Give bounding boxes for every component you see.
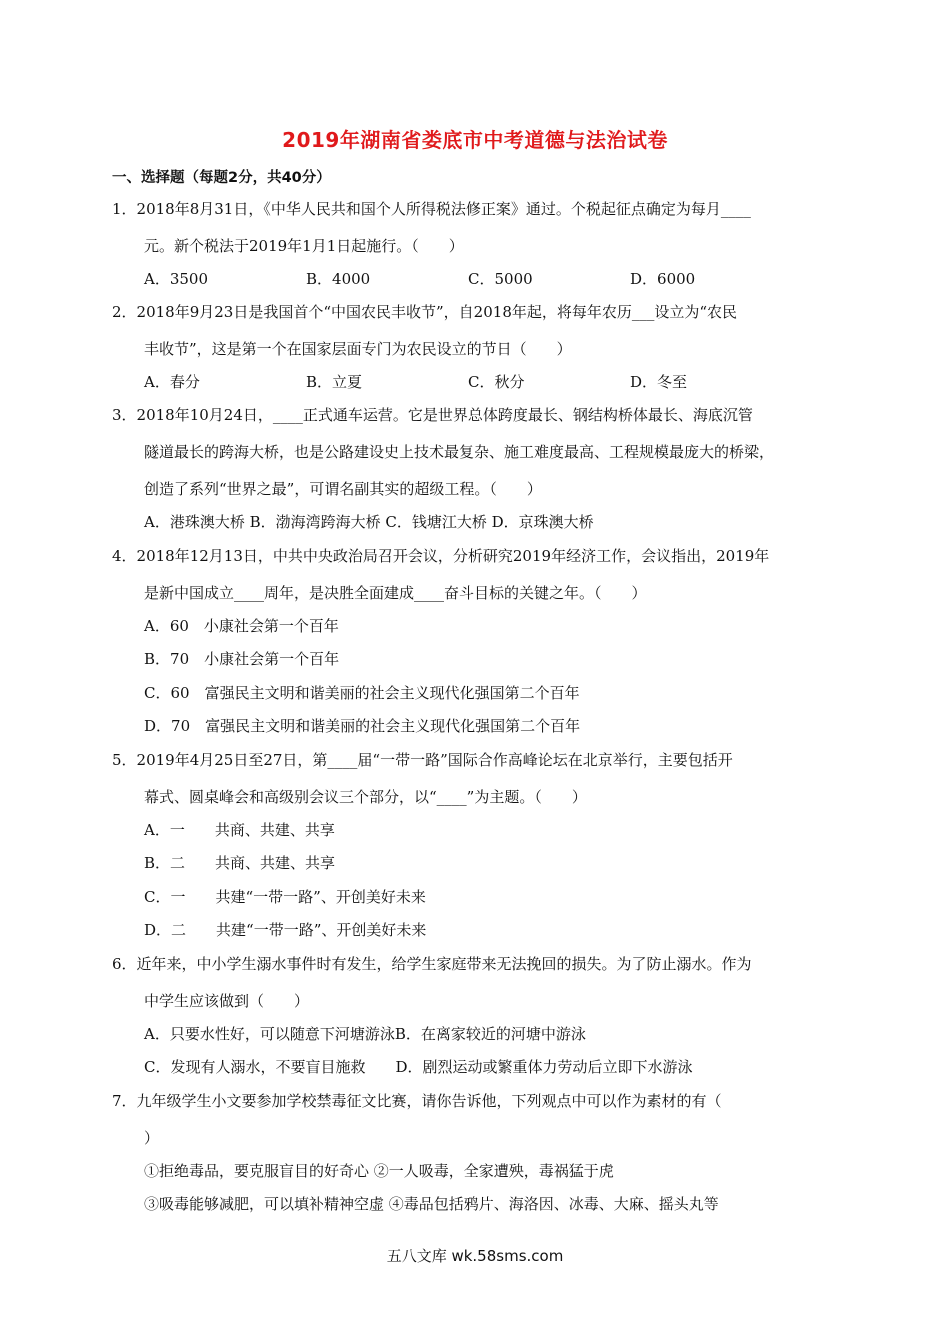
question-5-option-a: A．一 共商、共建、共享 [144, 821, 335, 839]
question-7-line-2: ） [144, 1129, 160, 1147]
option-c: C．秋分 [468, 373, 525, 391]
question-4-option-c: C．60 富强民主文明和谐美丽的社会主义现代化强国第二个百年 [144, 684, 580, 702]
question-1-line-1: 1．2018年8月31日，《中华人民共和国个人所得税法修正案》通过。个税起征点确定为每月____ [112, 200, 751, 218]
question-4-option-a: A．60 小康社会第一个百年 [144, 617, 339, 635]
question-4-line-2: 是新中国成立____周年，是决胜全面建成____奋斗目标的关键之年。（ ） [144, 584, 647, 602]
option-a: A．春分 [144, 373, 200, 391]
question-5-option-b: B．二 共商、共建、共享 [144, 854, 336, 872]
question-2-line-1: 2．2018年9月23日是我国首个“中国农民丰收节”，自2018年起，将每年农历___设立为“农民 [112, 303, 738, 321]
option-b: B．立夏 [306, 373, 363, 391]
question-6-line-1: 6．近年来，中小学生溺水事件时有发生，给学生家庭带来无法挽回的损失。为了防止溺水。作为 [112, 955, 752, 973]
question-2-options [144, 371, 792, 392]
option-d: D．6000 [630, 270, 696, 288]
section-heading: 一、选择题（每题2分，共40分） [112, 170, 331, 186]
option-c: C．5000 [468, 270, 533, 288]
question-5-option-d: D．二 共建“一带一路”、开创美好未来 [144, 921, 427, 939]
question-7-statements-3-4: ③吸毒能够减肥，可以填补精神空虚 ④毒品包括鸦片、海洛因、冰毒、大麻、摇头丸等 [144, 1195, 719, 1213]
option-a: A．3500 [144, 270, 209, 288]
question-3-line-3: 创造了系列“世界之最”，可谓名副其实的超级工程。（ ） [144, 480, 542, 498]
footer-watermark: 五八文库 wk.58sms.com [386, 1247, 564, 1265]
question-7-statements-1-2: ①拒绝毒品，要克服盲目的好奇心 ②一人吸毒，全家遭殃，毒祸猛于虎 [144, 1162, 614, 1180]
question-1-line-2: 元。新个税法于2019年1月1日起施行。（ ） [144, 237, 464, 255]
option-b: B．4000 [306, 270, 371, 288]
question-1-options [144, 268, 792, 289]
question-6-options-ab: A．只要水性好，可以随意下河塘游泳B．在离家较近的河塘中游泳 [144, 1025, 586, 1043]
question-3-options: A．港珠澳大桥 B．渤海湾跨海大桥 C．钱塘江大桥 D．京珠澳大桥 [144, 513, 594, 531]
question-3-line-1: 3．2018年10月24日，____正式通车运营。它是世界总体跨度最长、钢结构桥体最长、海底沉管 [112, 406, 753, 424]
question-6-line-2: 中学生应该做到（ ） [144, 992, 310, 1010]
page-title: 2019年湖南省娄底市中考道德与法治试卷 [282, 128, 668, 152]
question-6-options-cd: C．发现有人溺水，不要盲目施救 D．剧烈运动或繁重体力劳动后立即下水游泳 [144, 1058, 693, 1076]
question-5-option-c: C．一 共建“一带一路”、开创美好未来 [144, 888, 426, 906]
question-5-line-1: 5．2019年4月25日至27日，第____届“一带一路”国际合作高峰论坛在北京举行，主要包括开 [112, 751, 733, 769]
question-7-line-1: 7．九年级学生小文要参加学校禁毒征文比赛，请你告诉他，下列观点中可以作为素材的有（ [112, 1092, 722, 1110]
question-4-option-b: B．70 小康社会第一个百年 [144, 650, 340, 668]
question-2-line-2: 丰收节”，这是第一个在国家层面专门为农民设立的节日（ ） [144, 340, 572, 358]
question-4-line-1: 4．2018年12月13日，中共中央政治局召开会议，分析研究2019年经济工作，会议指出，2019年 [112, 547, 770, 565]
question-5-line-2: 幕式、圆桌峰会和高级别会议三个部分，以“____”为主题。（ ） [144, 788, 587, 806]
question-3-line-2: 隧道最长的跨海大桥，也是公路建设史上技术最复杂、施工难度最高、工程规模最庞大的桥梁， [144, 443, 775, 461]
question-4-option-d: D．70 富强民主文明和谐美丽的社会主义现代化强国第二个百年 [144, 717, 581, 735]
option-d: D．冬至 [630, 373, 688, 391]
